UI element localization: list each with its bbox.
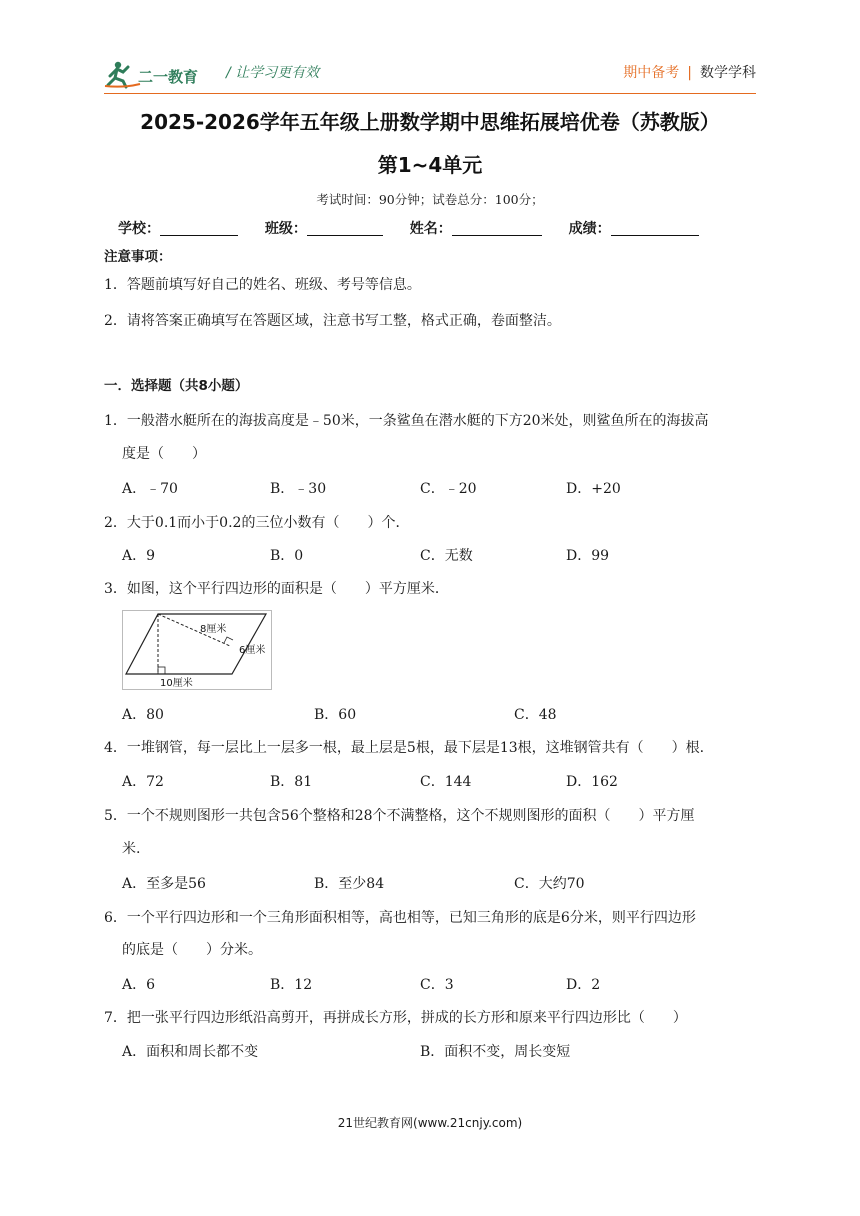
- name-blank: [452, 219, 542, 236]
- slogan: / 让学习更有效: [226, 65, 320, 81]
- question-number: 5．: [104, 808, 127, 824]
- question-1-line2: 度是（ ）: [122, 446, 206, 462]
- figure-label-8cm: 8厘米: [200, 624, 227, 635]
- option-a: A．72: [122, 774, 164, 790]
- class-label: 班级：: [264, 221, 307, 237]
- question-number: 6．: [104, 910, 127, 926]
- question-5-line1: [104, 805, 695, 825]
- option-a: A．9: [122, 548, 156, 564]
- option-b: B．面积不变，周长变短: [420, 1044, 571, 1060]
- figure-label-6cm: 6厘米: [239, 645, 266, 656]
- score-label: 成绩：: [568, 221, 611, 237]
- parallelogram-figure: [122, 610, 272, 694]
- score-blank: [611, 219, 699, 236]
- question-6-line2: 的底是（ ）分米。: [122, 942, 262, 958]
- question-5-line2: 米.: [122, 841, 141, 857]
- option-c: C．无数: [420, 548, 473, 564]
- header-tags: [623, 62, 756, 82]
- option-a: A．80: [122, 707, 164, 723]
- notice-item: 2．请将答案正确填写在答题区域，注意书写工整，格式正确，卷面整洁。: [104, 313, 561, 329]
- exam-info: 考试时间：90分钟；试卷总分：100分；: [316, 192, 544, 207]
- option-d: D．99: [566, 548, 610, 564]
- question-number: 1．: [104, 413, 127, 429]
- page-footer: 21世纪教育网(www.21cnjy.com): [337, 1116, 523, 1130]
- option-d: D．162: [566, 774, 618, 790]
- option-c: C．48: [514, 707, 557, 723]
- option-d: D．+20: [566, 481, 621, 497]
- subject-tag: 数学学科: [700, 65, 756, 81]
- question-7-line1: [104, 1007, 687, 1027]
- question-6-line1: [104, 907, 696, 927]
- option-b: B．﹣30: [270, 481, 327, 497]
- question-text: 一个平行四边形和一个三角形面积相等，高也相等，已知三角形的底是6分米，则平行四边形: [126, 910, 696, 926]
- notice-item: 1．答题前填写好自己的姓名、班级、考号等信息。: [104, 277, 421, 293]
- question-3-line1: [104, 578, 449, 598]
- page-subtitle: 第1~4单元: [377, 153, 483, 177]
- class-blank: [307, 219, 383, 236]
- question-text: 一般潜水艇所在的海拔高度是﹣50米，一条鲨鱼在潜水艇的下方20米处，则鲨鱼所在的海拔高: [126, 413, 709, 429]
- option-a: A．面积和周长都不变: [122, 1044, 259, 1060]
- option-d: D．2: [566, 977, 601, 993]
- school-label: 学校：: [118, 221, 160, 237]
- section-title: 一．选择题（共8小题）: [104, 378, 249, 394]
- option-b: B．81: [270, 774, 313, 790]
- question-number: 4．: [104, 740, 127, 756]
- exam-tag: 期中备考: [623, 65, 680, 81]
- question-2-line1: [104, 512, 409, 532]
- question-number: 7．: [104, 1010, 127, 1026]
- question-text: 大于0.1而小于0.2的三位小数有（ ）个．: [126, 515, 410, 531]
- runner-logo-icon: [104, 58, 214, 90]
- name-label: 姓名：: [409, 221, 452, 237]
- option-c: C．﹣20: [420, 481, 477, 497]
- option-a: A．至多是56: [122, 876, 206, 892]
- option-a: A．6: [122, 977, 156, 993]
- figure-label-10cm: 10厘米: [160, 678, 193, 689]
- header-separator: |: [687, 65, 692, 81]
- option-c: C．144: [420, 774, 472, 790]
- question-1-line1: [104, 410, 709, 430]
- option-b: B．60: [314, 707, 357, 723]
- question-number: 2．: [104, 515, 127, 531]
- logo-text: 二一教育: [138, 68, 199, 86]
- notice-heading: 注意事项：: [104, 249, 172, 265]
- option-c: C．3: [420, 977, 454, 993]
- question-4-line1: [104, 737, 704, 757]
- logo: [104, 58, 214, 90]
- question-text: 一个不规则图形一共包含56个整格和28个不满整格，这个不规则图形的面积（ ）平方厘: [126, 808, 695, 824]
- page-title: 2025-2026学年五年级上册数学期中思维拓展培优卷（苏教版）: [140, 110, 720, 134]
- question-text: 一堆钢管，每一层比上一层多一根，最上层是5根，最下层是13根，这堆钢管共有（ ）根.: [126, 740, 705, 756]
- question-text: 把一张平行四边形纸沿高剪开，再拼成长方形，拼成的长方形和原来平行四边形比（ ）: [126, 1010, 687, 1026]
- header-divider: [104, 93, 756, 94]
- option-b: B．至少84: [314, 876, 385, 892]
- option-a: A．﹣70: [122, 481, 178, 497]
- option-b: B．12: [270, 977, 313, 993]
- student-info-fields: [118, 218, 699, 238]
- option-b: B．0: [270, 548, 304, 564]
- question-text: 如图，这个平行四边形的面积是（ ）平方厘米．: [126, 581, 449, 597]
- question-number: 3．: [104, 581, 127, 597]
- option-c: C．大约70: [514, 876, 585, 892]
- school-blank: [160, 219, 238, 236]
